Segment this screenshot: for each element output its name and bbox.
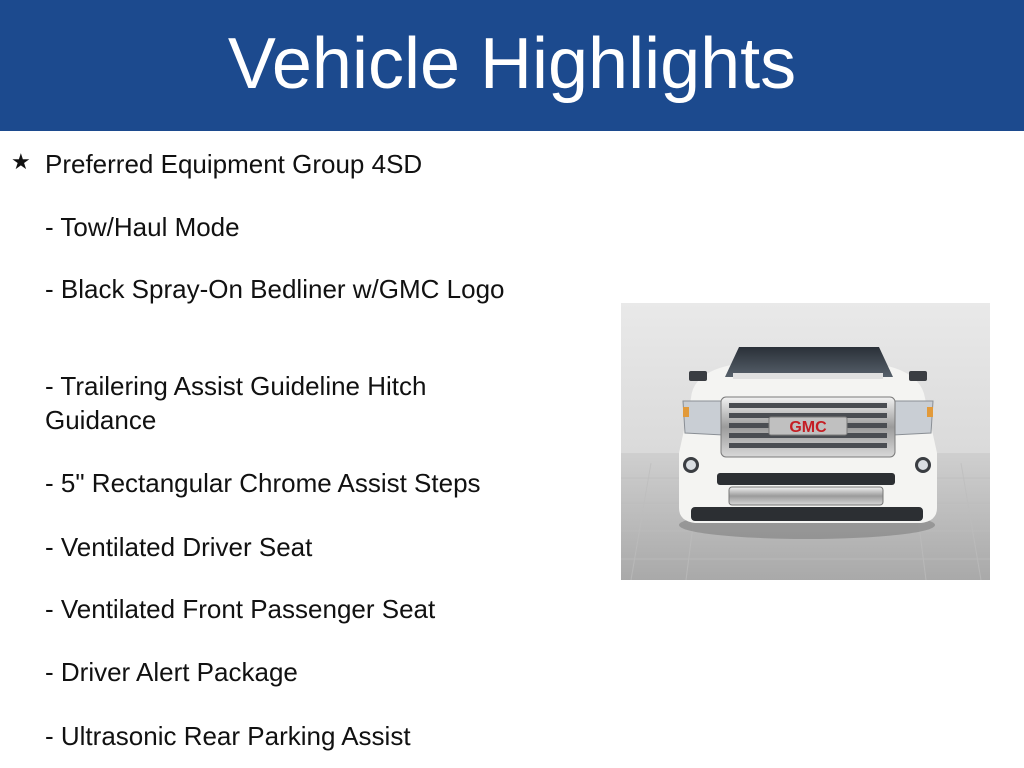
list-item: - Ultrasonic Rear Parking Assist [45,721,411,751]
vehicle-photo [621,303,990,580]
highlights-list [0,131,560,768]
list-item: - Tow/Haul Mode [45,212,240,242]
list-item: Preferred Equipment Group 4SD [45,149,423,179]
list-item: - Driver Alert Package [45,657,298,687]
gmc-badge: GMC [789,419,827,436]
header-banner [0,0,1024,131]
list-item: - Ventilated Driver Seat [45,532,313,562]
list-item: - Black Spray-On Bedliner w/GMC Logo [45,274,505,304]
list-item: - Trailering Assist Guideline Hitch Guidance [45,371,427,435]
page-title: Vehicle Highlights [227,23,797,104]
list-item: - Ventilated Front Passenger Seat [45,594,436,624]
star-icon: ★ [11,149,31,174]
list-item: - 5" Rectangular Chrome Assist Steps [45,468,481,498]
